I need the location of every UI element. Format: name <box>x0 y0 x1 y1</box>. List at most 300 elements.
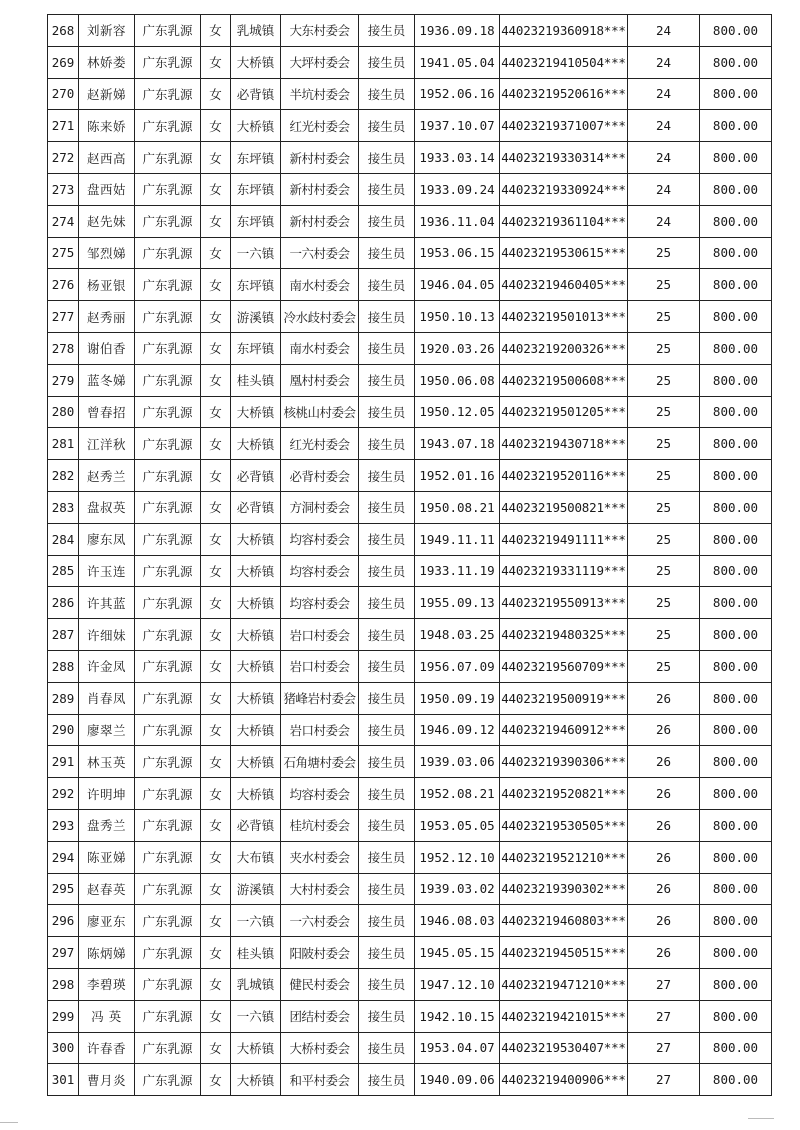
town-cell: 大桥镇 <box>231 1064 281 1096</box>
id-number-cell: 44023219460405*** <box>500 269 628 301</box>
person-name-cell: 赵先妹 <box>79 205 135 237</box>
birth-date-cell: 1939.03.06 <box>415 746 500 778</box>
village-committee-cell: 新村村委会 <box>281 142 359 174</box>
row-number-cell: 295 <box>48 873 79 905</box>
person-name-cell: 杨亚银 <box>79 269 135 301</box>
id-number-cell: 44023219520116*** <box>500 460 628 492</box>
table-row <box>48 15 772 47</box>
village-committee-cell: 冷水歧村委会 <box>281 301 359 333</box>
birth-date-cell: 1936.09.18 <box>415 15 500 47</box>
table-row <box>48 46 772 78</box>
birth-date-cell: 1946.08.03 <box>415 905 500 937</box>
table-row <box>48 809 772 841</box>
id-number-cell: 44023219360918*** <box>500 15 628 47</box>
birth-date-cell: 1948.03.25 <box>415 619 500 651</box>
county-unit-cell: 广东乳源 <box>135 142 201 174</box>
row-number-cell: 300 <box>48 1032 79 1064</box>
town-cell: 大桥镇 <box>231 746 281 778</box>
county-unit-cell: 广东乳源 <box>135 523 201 555</box>
village-committee-cell: 核桃山村委会 <box>281 396 359 428</box>
person-name-cell: 赵西高 <box>79 142 135 174</box>
subsidy-amount-cell: 800.00 <box>700 1000 772 1032</box>
table-row <box>48 841 772 873</box>
village-committee-cell: 石角塘村委会 <box>281 746 359 778</box>
gender-cell: 女 <box>201 937 231 969</box>
gender-cell: 女 <box>201 650 231 682</box>
subsidy-amount-cell: 800.00 <box>700 46 772 78</box>
role-cell: 接生员 <box>359 301 415 333</box>
birth-date-cell: 1933.03.14 <box>415 142 500 174</box>
id-number-cell: 44023219450515*** <box>500 937 628 969</box>
village-committee-cell: 健民村委会 <box>281 968 359 1000</box>
table-row <box>48 364 772 396</box>
id-number-cell: 44023219330924*** <box>500 173 628 205</box>
birth-date-cell: 1953.04.07 <box>415 1032 500 1064</box>
person-name-cell: 赵新娣 <box>79 78 135 110</box>
id-number-cell: 44023219430718*** <box>500 428 628 460</box>
subsidy-amount-cell: 800.00 <box>700 15 772 47</box>
months-count-cell: 25 <box>628 460 700 492</box>
person-name-cell: 陈来娇 <box>79 110 135 142</box>
table-row <box>48 269 772 301</box>
town-cell: 桂头镇 <box>231 937 281 969</box>
birth-date-cell: 1955.09.13 <box>415 587 500 619</box>
birth-date-cell: 1952.08.21 <box>415 778 500 810</box>
county-unit-cell: 广东乳源 <box>135 269 201 301</box>
birth-date-cell: 1953.06.15 <box>415 237 500 269</box>
row-number-cell: 280 <box>48 396 79 428</box>
row-number-cell: 299 <box>48 1000 79 1032</box>
county-unit-cell: 广东乳源 <box>135 428 201 460</box>
county-unit-cell: 广东乳源 <box>135 809 201 841</box>
county-unit-cell: 广东乳源 <box>135 1064 201 1096</box>
row-number-cell: 283 <box>48 491 79 523</box>
village-committee-cell: 桂坑村委会 <box>281 809 359 841</box>
months-count-cell: 26 <box>628 873 700 905</box>
id-number-cell: 44023219520616*** <box>500 78 628 110</box>
months-count-cell: 27 <box>628 968 700 1000</box>
row-number-cell: 274 <box>48 205 79 237</box>
county-unit-cell: 广东乳源 <box>135 587 201 619</box>
person-name-cell: 林玉英 <box>79 746 135 778</box>
role-cell: 接生员 <box>359 396 415 428</box>
table-row <box>48 142 772 174</box>
row-number-cell: 268 <box>48 15 79 47</box>
subsidy-amount-cell: 800.00 <box>700 173 772 205</box>
gender-cell: 女 <box>201 682 231 714</box>
person-name-cell: 许金凤 <box>79 650 135 682</box>
months-count-cell: 25 <box>628 587 700 619</box>
row-number-cell: 290 <box>48 714 79 746</box>
role-cell: 接生员 <box>359 364 415 396</box>
person-name-cell: 廖东凤 <box>79 523 135 555</box>
role-cell: 接生员 <box>359 587 415 619</box>
village-committee-cell: 猪峰岩村委会 <box>281 682 359 714</box>
village-committee-cell: 岩口村委会 <box>281 619 359 651</box>
months-count-cell: 26 <box>628 778 700 810</box>
role-cell: 接生员 <box>359 205 415 237</box>
person-name-cell: 盘叔英 <box>79 491 135 523</box>
subsidy-amount-cell: 800.00 <box>700 110 772 142</box>
birth-date-cell: 1943.07.18 <box>415 428 500 460</box>
town-cell: 大桥镇 <box>231 587 281 619</box>
birth-date-cell: 1941.05.04 <box>415 46 500 78</box>
subsidy-amount-cell: 800.00 <box>700 269 772 301</box>
village-committee-cell: 阳陂村委会 <box>281 937 359 969</box>
person-name-cell: 冯 英 <box>79 1000 135 1032</box>
id-number-cell: 44023219520821*** <box>500 778 628 810</box>
role-cell: 接生员 <box>359 46 415 78</box>
table-row <box>48 205 772 237</box>
birth-date-cell: 1950.09.19 <box>415 682 500 714</box>
town-cell: 东坪镇 <box>231 205 281 237</box>
town-cell: 必背镇 <box>231 78 281 110</box>
county-unit-cell: 广东乳源 <box>135 873 201 905</box>
gender-cell: 女 <box>201 15 231 47</box>
table-row <box>48 173 772 205</box>
row-number-cell: 269 <box>48 46 79 78</box>
village-committee-cell: 方洞村委会 <box>281 491 359 523</box>
id-number-cell: 44023219501013*** <box>500 301 628 333</box>
role-cell: 接生员 <box>359 491 415 523</box>
subsidy-amount-cell: 800.00 <box>700 619 772 651</box>
role-cell: 接生员 <box>359 905 415 937</box>
row-number-cell: 282 <box>48 460 79 492</box>
row-number-cell: 284 <box>48 523 79 555</box>
town-cell: 游溪镇 <box>231 873 281 905</box>
row-number-cell: 271 <box>48 110 79 142</box>
gender-cell: 女 <box>201 301 231 333</box>
row-number-cell: 287 <box>48 619 79 651</box>
role-cell: 接生员 <box>359 555 415 587</box>
subsidy-amount-cell: 800.00 <box>700 1064 772 1096</box>
county-unit-cell: 广东乳源 <box>135 555 201 587</box>
role-cell: 接生员 <box>359 746 415 778</box>
county-unit-cell: 广东乳源 <box>135 682 201 714</box>
role-cell: 接生员 <box>359 428 415 460</box>
role-cell: 接生员 <box>359 968 415 1000</box>
months-count-cell: 27 <box>628 1064 700 1096</box>
birth-date-cell: 1950.08.21 <box>415 491 500 523</box>
id-number-cell: 44023219500608*** <box>500 364 628 396</box>
role-cell: 接生员 <box>359 650 415 682</box>
months-count-cell: 25 <box>628 523 700 555</box>
county-unit-cell: 广东乳源 <box>135 396 201 428</box>
id-number-cell: 44023219530505*** <box>500 809 628 841</box>
person-name-cell: 赵秀丽 <box>79 301 135 333</box>
row-number-cell: 272 <box>48 142 79 174</box>
table-row <box>48 332 772 364</box>
town-cell: 必背镇 <box>231 491 281 523</box>
months-count-cell: 27 <box>628 1000 700 1032</box>
table-row <box>48 937 772 969</box>
county-unit-cell: 广东乳源 <box>135 619 201 651</box>
role-cell: 接生员 <box>359 1000 415 1032</box>
gender-cell: 女 <box>201 332 231 364</box>
county-unit-cell: 广东乳源 <box>135 650 201 682</box>
id-number-cell: 44023219421015*** <box>500 1000 628 1032</box>
county-unit-cell: 广东乳源 <box>135 968 201 1000</box>
role-cell: 接生员 <box>359 841 415 873</box>
row-number-cell: 294 <box>48 841 79 873</box>
person-name-cell: 许其蓝 <box>79 587 135 619</box>
person-name-cell: 曹月炎 <box>79 1064 135 1096</box>
county-unit-cell: 广东乳源 <box>135 46 201 78</box>
person-name-cell: 曾春招 <box>79 396 135 428</box>
subsidy-amount-cell: 800.00 <box>700 332 772 364</box>
village-committee-cell: 大桥村委会 <box>281 1032 359 1064</box>
id-number-cell: 44023219500821*** <box>500 491 628 523</box>
county-unit-cell: 广东乳源 <box>135 491 201 523</box>
subsidy-amount-cell: 800.00 <box>700 237 772 269</box>
subsidy-amount-cell: 800.00 <box>700 809 772 841</box>
birth-date-cell: 1949.11.11 <box>415 523 500 555</box>
birth-date-cell: 1946.09.12 <box>415 714 500 746</box>
gender-cell: 女 <box>201 78 231 110</box>
birth-date-cell: 1956.07.09 <box>415 650 500 682</box>
row-number-cell: 279 <box>48 364 79 396</box>
village-committee-cell: 新村村委会 <box>281 173 359 205</box>
months-count-cell: 24 <box>628 205 700 237</box>
gender-cell: 女 <box>201 619 231 651</box>
birth-date-cell: 1947.12.10 <box>415 968 500 1000</box>
birth-date-cell: 1953.05.05 <box>415 809 500 841</box>
gender-cell: 女 <box>201 396 231 428</box>
role-cell: 接生员 <box>359 1064 415 1096</box>
town-cell: 大布镇 <box>231 841 281 873</box>
person-name-cell: 李碧瑛 <box>79 968 135 1000</box>
table-row <box>48 587 772 619</box>
roster-body <box>48 15 772 1096</box>
gender-cell: 女 <box>201 841 231 873</box>
person-name-cell: 江洋秋 <box>79 428 135 460</box>
months-count-cell: 26 <box>628 746 700 778</box>
subsidy-amount-cell: 800.00 <box>700 841 772 873</box>
village-committee-cell: 均容村委会 <box>281 523 359 555</box>
gender-cell: 女 <box>201 428 231 460</box>
months-count-cell: 25 <box>628 364 700 396</box>
row-number-cell: 286 <box>48 587 79 619</box>
id-number-cell: 44023219491111*** <box>500 523 628 555</box>
gender-cell: 女 <box>201 809 231 841</box>
town-cell: 桂头镇 <box>231 364 281 396</box>
row-number-cell: 298 <box>48 968 79 1000</box>
gender-cell: 女 <box>201 364 231 396</box>
person-name-cell: 谢伯香 <box>79 332 135 364</box>
birth-date-cell: 1946.04.05 <box>415 269 500 301</box>
town-cell: 大桥镇 <box>231 682 281 714</box>
table-row <box>48 523 772 555</box>
town-cell: 大桥镇 <box>231 1032 281 1064</box>
role-cell: 接生员 <box>359 1032 415 1064</box>
county-unit-cell: 广东乳源 <box>135 237 201 269</box>
person-name-cell: 许细妹 <box>79 619 135 651</box>
gender-cell: 女 <box>201 714 231 746</box>
county-unit-cell: 广东乳源 <box>135 746 201 778</box>
table-row <box>48 1032 772 1064</box>
village-committee-cell: 红光村委会 <box>281 428 359 460</box>
birth-date-cell: 1950.06.08 <box>415 364 500 396</box>
person-name-cell: 盘秀兰 <box>79 809 135 841</box>
gender-cell: 女 <box>201 778 231 810</box>
row-number-cell: 288 <box>48 650 79 682</box>
table-row <box>48 78 772 110</box>
gender-cell: 女 <box>201 269 231 301</box>
subsidy-amount-cell: 800.00 <box>700 937 772 969</box>
gender-cell: 女 <box>201 205 231 237</box>
person-name-cell: 许明坤 <box>79 778 135 810</box>
role-cell: 接生员 <box>359 682 415 714</box>
village-committee-cell: 岩口村委会 <box>281 650 359 682</box>
county-unit-cell: 广东乳源 <box>135 905 201 937</box>
birth-date-cell: 1950.10.13 <box>415 301 500 333</box>
county-unit-cell: 广东乳源 <box>135 778 201 810</box>
gender-cell: 女 <box>201 237 231 269</box>
county-unit-cell: 广东乳源 <box>135 714 201 746</box>
id-number-cell: 44023219371007*** <box>500 110 628 142</box>
gender-cell: 女 <box>201 491 231 523</box>
town-cell: 乳城镇 <box>231 15 281 47</box>
id-number-cell: 44023219390302*** <box>500 873 628 905</box>
county-unit-cell: 广东乳源 <box>135 78 201 110</box>
months-count-cell: 25 <box>628 555 700 587</box>
birth-date-cell: 1933.09.24 <box>415 173 500 205</box>
town-cell: 一六镇 <box>231 237 281 269</box>
months-count-cell: 25 <box>628 428 700 460</box>
town-cell: 大桥镇 <box>231 619 281 651</box>
id-number-cell: 44023219400906*** <box>500 1064 628 1096</box>
months-count-cell: 26 <box>628 937 700 969</box>
subsidy-amount-cell: 800.00 <box>700 523 772 555</box>
gender-cell: 女 <box>201 587 231 619</box>
person-name-cell: 赵秀兰 <box>79 460 135 492</box>
birth-date-cell: 1937.10.07 <box>415 110 500 142</box>
months-count-cell: 25 <box>628 332 700 364</box>
id-number-cell: 44023219390306*** <box>500 746 628 778</box>
months-count-cell: 24 <box>628 78 700 110</box>
months-count-cell: 27 <box>628 1032 700 1064</box>
town-cell: 东坪镇 <box>231 332 281 364</box>
village-committee-cell: 红光村委会 <box>281 110 359 142</box>
row-number-cell: 285 <box>48 555 79 587</box>
gender-cell: 女 <box>201 555 231 587</box>
county-unit-cell: 广东乳源 <box>135 364 201 396</box>
id-number-cell: 44023219330314*** <box>500 142 628 174</box>
person-name-cell: 刘新容 <box>79 15 135 47</box>
town-cell: 乳城镇 <box>231 968 281 1000</box>
row-number-cell: 273 <box>48 173 79 205</box>
months-count-cell: 26 <box>628 905 700 937</box>
gender-cell: 女 <box>201 46 231 78</box>
id-number-cell: 44023219460912*** <box>500 714 628 746</box>
subsidy-amount-cell: 800.00 <box>700 968 772 1000</box>
person-name-cell: 赵春英 <box>79 873 135 905</box>
months-count-cell: 26 <box>628 809 700 841</box>
table-row <box>48 555 772 587</box>
town-cell: 大桥镇 <box>231 428 281 460</box>
village-committee-cell: 一六村委会 <box>281 237 359 269</box>
id-number-cell: 44023219530407*** <box>500 1032 628 1064</box>
county-unit-cell: 广东乳源 <box>135 205 201 237</box>
county-unit-cell: 广东乳源 <box>135 1000 201 1032</box>
subsidy-amount-cell: 800.00 <box>700 301 772 333</box>
subsidy-amount-cell: 800.00 <box>700 873 772 905</box>
table-row <box>48 237 772 269</box>
table-row <box>48 110 772 142</box>
scan-edge-mark <box>748 1118 774 1119</box>
birth-date-cell: 1920.03.26 <box>415 332 500 364</box>
person-name-cell: 蓝冬娣 <box>79 364 135 396</box>
months-count-cell: 24 <box>628 142 700 174</box>
table-row <box>48 714 772 746</box>
county-unit-cell: 广东乳源 <box>135 937 201 969</box>
row-number-cell: 276 <box>48 269 79 301</box>
table-row <box>48 396 772 428</box>
town-cell: 游溪镇 <box>231 301 281 333</box>
town-cell: 大桥镇 <box>231 555 281 587</box>
role-cell: 接生员 <box>359 619 415 651</box>
id-number-cell: 44023219460803*** <box>500 905 628 937</box>
village-committee-cell: 新村村委会 <box>281 205 359 237</box>
table-row <box>48 968 772 1000</box>
birth-date-cell: 1933.11.19 <box>415 555 500 587</box>
village-committee-cell: 必背村委会 <box>281 460 359 492</box>
person-name-cell: 盘西姑 <box>79 173 135 205</box>
village-committee-cell: 夹水村委会 <box>281 841 359 873</box>
town-cell: 大桥镇 <box>231 714 281 746</box>
role-cell: 接生员 <box>359 142 415 174</box>
months-count-cell: 25 <box>628 237 700 269</box>
county-unit-cell: 广东乳源 <box>135 301 201 333</box>
months-count-cell: 24 <box>628 173 700 205</box>
county-unit-cell: 广东乳源 <box>135 15 201 47</box>
person-name-cell: 廖亚东 <box>79 905 135 937</box>
gender-cell: 女 <box>201 1032 231 1064</box>
id-number-cell: 44023219501205*** <box>500 396 628 428</box>
person-name-cell: 林娇娄 <box>79 46 135 78</box>
town-cell: 大桥镇 <box>231 778 281 810</box>
gender-cell: 女 <box>201 873 231 905</box>
town-cell: 一六镇 <box>231 905 281 937</box>
subsidy-amount-cell: 800.00 <box>700 205 772 237</box>
village-committee-cell: 团结村委会 <box>281 1000 359 1032</box>
id-number-cell: 44023219471210*** <box>500 968 628 1000</box>
subsidy-amount-cell: 800.00 <box>700 714 772 746</box>
id-number-cell: 44023219331119*** <box>500 555 628 587</box>
id-number-cell: 44023219530615*** <box>500 237 628 269</box>
person-name-cell: 廖翠兰 <box>79 714 135 746</box>
months-count-cell: 24 <box>628 15 700 47</box>
scan-edge-mark <box>0 1122 18 1123</box>
subsidy-amount-cell: 800.00 <box>700 364 772 396</box>
subsidy-amount-cell: 800.00 <box>700 428 772 460</box>
id-number-cell: 44023219361104*** <box>500 205 628 237</box>
village-committee-cell: 一六村委会 <box>281 905 359 937</box>
row-number-cell: 275 <box>48 237 79 269</box>
months-count-cell: 25 <box>628 269 700 301</box>
row-number-cell: 278 <box>48 332 79 364</box>
table-row <box>48 1000 772 1032</box>
village-committee-cell: 半坑村委会 <box>281 78 359 110</box>
village-committee-cell: 均容村委会 <box>281 587 359 619</box>
id-number-cell: 44023219200326*** <box>500 332 628 364</box>
birth-date-cell: 1952.12.10 <box>415 841 500 873</box>
village-committee-cell: 岩口村委会 <box>281 714 359 746</box>
village-committee-cell: 和平村委会 <box>281 1064 359 1096</box>
id-number-cell: 44023219560709*** <box>500 650 628 682</box>
town-cell: 大桥镇 <box>231 523 281 555</box>
table-row <box>48 650 772 682</box>
